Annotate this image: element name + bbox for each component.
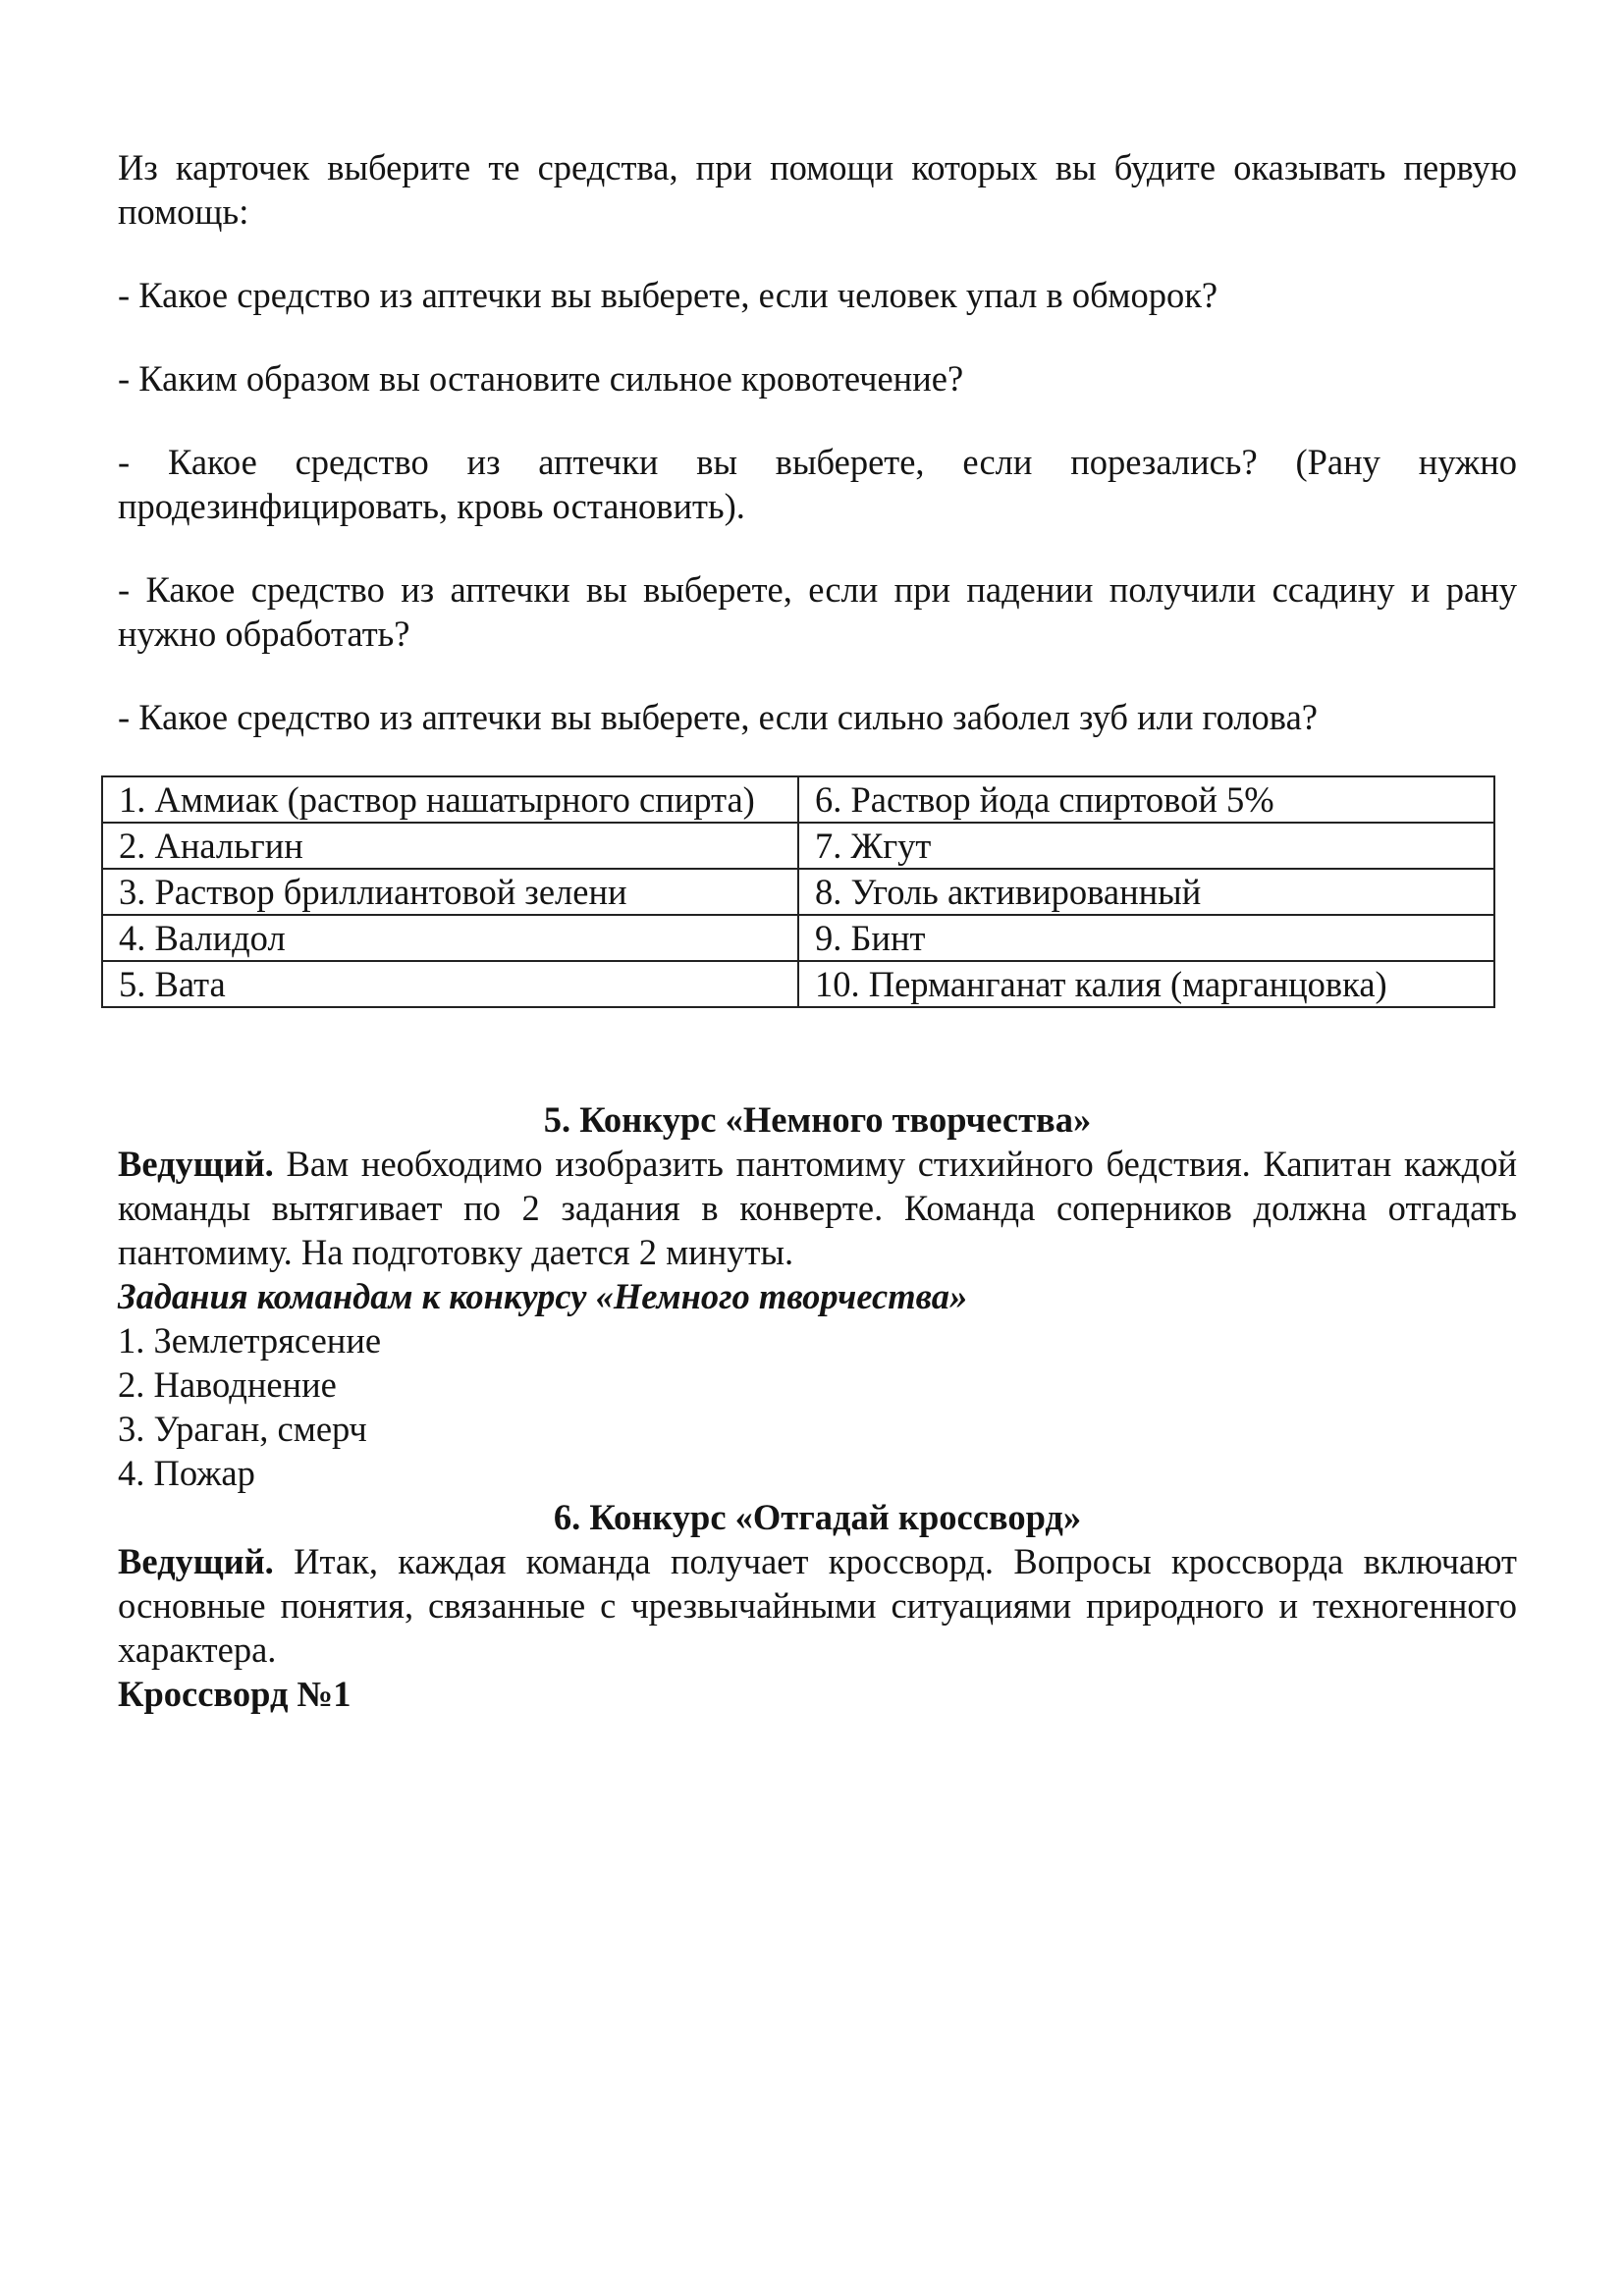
- table-cell: 3. Раствор бриллиантовой зелени: [102, 869, 798, 915]
- first-aid-cards-table: [101, 775, 1495, 1008]
- table-cell: 5. Вата: [102, 961, 798, 1007]
- table-cell: 9. Бинт: [798, 915, 1494, 961]
- section-6-paragraph: [118, 1539, 1517, 1672]
- host-label: Ведущий.: [118, 1144, 274, 1184]
- question-3: - Какое средство из аптечки вы выберете, если порезались? (Рану нужно продезинфицировать, кровь остановить).: [118, 442, 1517, 526]
- task-item: 4. Пожар: [118, 1453, 255, 1493]
- document-page: [118, 145, 1517, 1714]
- table-row: [102, 869, 1494, 915]
- intro-paragraph: Из карточек выберите те средства, при помощи которых вы будите оказывать первую помощь:: [118, 147, 1517, 232]
- table-row: [102, 823, 1494, 869]
- table-cell: 4. Валидол: [102, 915, 798, 961]
- table-cell: 2. Анальгин: [102, 823, 798, 869]
- crossword-title: Кроссворд №1: [118, 1674, 352, 1714]
- table-cell: 8. Уголь активированный: [798, 869, 1494, 915]
- table-cell: 1. Аммиак (раствор нашатырного спирта): [102, 776, 798, 823]
- section-5-text: Вам необходимо изобразить пантомиму стихийного бедствия. Капитан каждой команды вытягивает по 2 задания в конверте. Команда соперников должна отгадать пантомиму. На подготовку дается 2 минуты.: [118, 1144, 1517, 1272]
- table-cell: 7. Жгут: [798, 823, 1494, 869]
- table-row: [102, 961, 1494, 1007]
- host-label: Ведущий.: [118, 1541, 274, 1581]
- task-item: 1. Землетрясение: [118, 1320, 382, 1361]
- section-5-heading: 5. Конкурс «Немного творчества»: [543, 1099, 1092, 1140]
- question-5: - Какое средство из аптечки вы выберете, если сильно заболел зуб или голова?: [118, 697, 1318, 737]
- table-cell: 6. Раствор йода спиртовой 5%: [798, 776, 1494, 823]
- table-cell: 10. Перманганат калия (марганцовка): [798, 961, 1494, 1007]
- section-6-text: Итак, каждая команда получает кроссворд. Вопросы кроссворда включают основные понятия, связанные с чрезвычайными ситуациями природного и техногенного характера.: [118, 1541, 1517, 1670]
- question-4: - Какое средство из аптечки вы выберете, если при падении получили ссадину и рану нужно обработать?: [118, 569, 1517, 654]
- section-5: [118, 1097, 1517, 1716]
- section-6-heading: 6. Конкурс «Отгадай кроссворд»: [553, 1497, 1082, 1537]
- question-2: - Каким образом вы остановите сильное кровотечение?: [118, 358, 964, 399]
- table-row: [102, 915, 1494, 961]
- question-1: - Какое средство из аптечки вы выберете, если человек упал в обморок?: [118, 275, 1218, 315]
- tasks-title: Задания командам к конкурсу «Немного творчества»: [118, 1276, 968, 1316]
- task-item: 3. Ураган, смерч: [118, 1409, 367, 1449]
- task-item: 2. Наводнение: [118, 1364, 337, 1405]
- section-5-paragraph: [118, 1142, 1517, 1274]
- table-row: [102, 776, 1494, 823]
